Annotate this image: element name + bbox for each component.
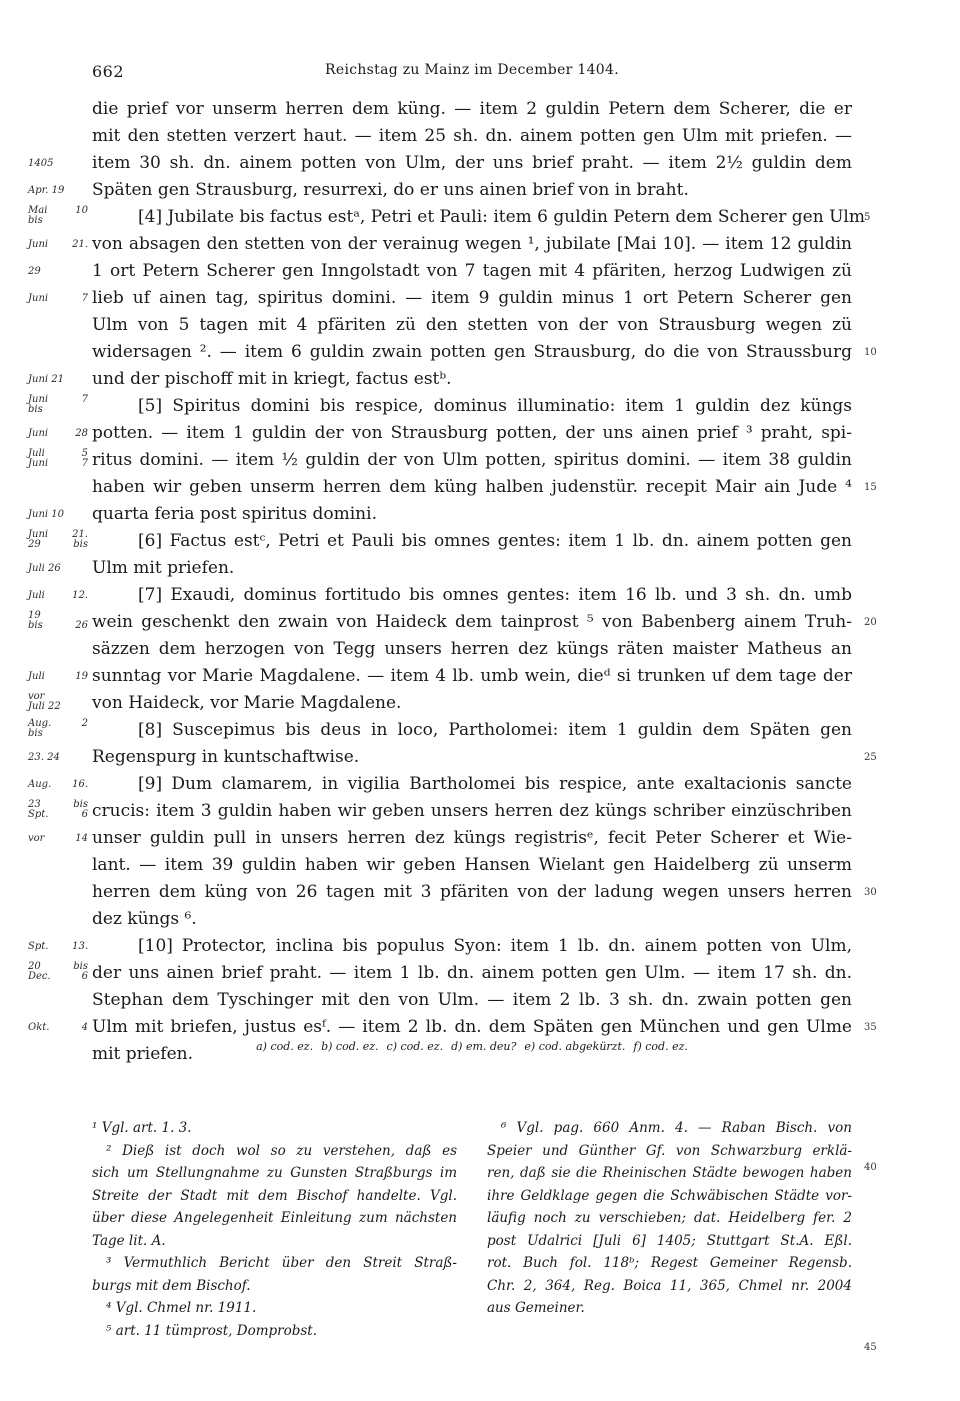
margin-date: Aug. 16.: [28, 779, 88, 790]
margin-date: Juni 10: [28, 509, 64, 520]
margin-date-note: [28, 780, 88, 790]
footnote-line: Streite der Stadt mit dem Bischof handelte. Vgl.: [92, 1187, 457, 1204]
margin-date-note: [28, 530, 88, 550]
text-line: [28, 393, 852, 420]
line-text: [7] Exaudi, dominus fortitudo bis omnes gentes: item 16 lb. und 3 sh. dn. umb: [138, 585, 852, 605]
margin-date: Okt. 4: [28, 1022, 88, 1033]
line-text: mit priefen.: [92, 1044, 194, 1064]
line-text: von absagen den stetten von der verainug wegen ¹, jubilate [Mai 10]. — item 12 guldin: [92, 234, 852, 254]
margin-date: Juni 21.: [28, 529, 88, 540]
text-line: [28, 177, 852, 204]
footnotes-right-column: [487, 1117, 852, 1320]
text-line: [28, 609, 877, 636]
apparatus-entry: f) cod. ez.: [633, 1040, 688, 1053]
apparatus-entry: d) em. deu?: [451, 1040, 517, 1053]
line-text: sunntag vor Marie Magdalene. — item 4 lb. umb wein, dieᵈ si trunken uf dem tage der: [92, 666, 852, 686]
line-text: [8] Suscepimus bis deus in loco, Partholomei: item 1 guldin dem Späten gen: [138, 720, 852, 740]
line-number: 10: [864, 347, 877, 358]
line-text: widersagen ². — item 6 guldin zwain potten gen Strausburg, do die von Straussburg: [92, 342, 852, 362]
margin-date: Juli 12.: [28, 590, 88, 601]
line-text: ritus domini. — item ½ guldin der von Ulm potten, spiritus domini. — item 38 guldin: [92, 450, 852, 470]
running-title: Reichstag zu Mainz im December 1404.: [325, 62, 619, 78]
text-line: [92, 312, 852, 339]
footnote-line: burgs mit dem Bischof.: [92, 1277, 251, 1294]
footnote-line: ⁵ art. 11 tümprost, Domprobst.: [106, 1322, 318, 1339]
line-text: Ulm von 5 tagen mit 4 pfäriten zü den stetten von der von Strausburg wegen zü: [92, 315, 852, 335]
main-text: [28, 96, 877, 1068]
line-number: 20: [864, 617, 877, 628]
text-line: [28, 555, 852, 582]
margin-date: 23 bis: [28, 799, 88, 810]
text-line: [28, 501, 852, 528]
footnote-line: ¹ Vgl. art. 1. 3.: [92, 1120, 192, 1136]
margin-date-note: [28, 611, 88, 631]
text-line: [28, 150, 852, 177]
footnote-line: Tage lit. A.: [92, 1232, 166, 1249]
margin-date-note: [28, 800, 88, 820]
footnote-line: rot. Buch fol. 118ᵇ; Regest Gemeiner Regensb.: [487, 1255, 852, 1271]
page-header: [92, 62, 852, 88]
text-line: [28, 582, 852, 609]
margin-date-note: [28, 375, 88, 385]
margin-date-note: [28, 834, 88, 844]
margin-date: bis: [28, 215, 43, 226]
apparatus-entry: c) cod. ez.: [386, 1040, 444, 1053]
margin-date-note: [28, 564, 88, 574]
margin-date: bis 26: [28, 620, 88, 631]
line-text: [4] Jubilate bis factus estᵃ, Petri et Pauli: item 6 guldin Petern dem Scherer gen Ulm: [138, 207, 865, 227]
text-line: [28, 231, 852, 258]
line-number: 25: [864, 752, 877, 763]
margin-date: bis: [28, 404, 43, 415]
footnotes-left-column: [92, 1117, 457, 1342]
text-line: [28, 744, 877, 771]
footnote-line: ⁶ Vgl. pag. 660 Anm. 4. — Raban Bisch. von: [501, 1120, 852, 1136]
line-text: lant. — item 39 guldin haben wir geben Hansen Wielant gen Haidelberg zü unserm: [92, 855, 852, 875]
text-line: [92, 123, 852, 150]
margin-date: 20 bis: [28, 961, 88, 972]
line-text: haben wir geben unserm herren dem küng halben judenstür. recepit Mair ain Jude ⁴: [92, 477, 852, 497]
line-text: quarta feria post spiritus domini.: [92, 504, 377, 524]
footnote-line: post Udalrici [Juli 6] 1405; Stuttgart St.A. Eßl.: [487, 1232, 852, 1249]
margin-date: Juni 21: [28, 374, 64, 385]
margin-date: Spt. 13.: [28, 941, 88, 952]
footnote-line: über diese Angelegenheit Einleitung zum nächsten: [92, 1210, 457, 1226]
text-line: [28, 204, 871, 231]
margin-date: Juni 7: [28, 293, 88, 304]
text-line: [28, 258, 852, 285]
text-line: [28, 717, 852, 744]
margin-date-note: [28, 962, 88, 982]
line-text: [5] Spiritus domini bis respice, dominus illuminatio: item 1 guldin dez küngs: [138, 396, 852, 416]
footnote-line: Speier und Günther Gf. von Schwarzburg erklä-: [487, 1142, 852, 1159]
line-text: unser guldin pull in unsers herren dez küngs registrisᵉ, fecit Peter Scherer et Wie-: [92, 828, 852, 848]
line-text: der uns ainen brief praht. — item 1 lb. dn. ainem potten gen Ulm. — item 17 sh. dn.: [92, 963, 852, 983]
margin-date-note: [28, 186, 88, 196]
footnote-line: Chr. 2, 364, Reg. Boica 11, 365, Chmel nr. 2004: [487, 1277, 852, 1294]
text-line: [92, 339, 877, 366]
margin-date: 19: [28, 610, 41, 621]
page-number: 662: [92, 62, 125, 81]
margin-date: Apr. 19: [28, 185, 65, 196]
line-text: wein geschenkt den zwain von Haideck dem tainprost ⁵ von Babenberg ainem Truh-: [92, 612, 852, 632]
margin-date: 1405: [28, 158, 54, 169]
margin-date: Juli 26: [28, 563, 61, 574]
footnote-line: ⁴ Vgl. Chmel nr. 1911.: [106, 1300, 257, 1316]
line-text: Ulm mit priefen.: [92, 558, 235, 578]
footnote-line: ihre Geldklage gegen die Schwäbischen Städte vor-: [487, 1187, 852, 1204]
margin-date-note: [28, 719, 88, 739]
margin-date: Juni 28: [28, 428, 88, 439]
text-line: [28, 366, 852, 393]
line-text: säzzen dem herzogen von Tegg unsers herren dez küngs räten maister Matheus an: [92, 639, 852, 659]
margin-date-note: [28, 429, 88, 439]
margin-date-note: [28, 395, 88, 415]
margin-date-note: [28, 267, 88, 277]
margin-date: Juni 7: [28, 394, 88, 405]
text-line: [92, 906, 852, 933]
line-text: die prief vor unserm herren dem küng. — item 2 guldin Petern dem Scherer, die er: [92, 99, 852, 119]
margin-date: Juli 19: [28, 671, 88, 682]
margin-date: vor 14: [28, 833, 88, 844]
text-line: [92, 879, 877, 906]
line-number: 45: [864, 1342, 877, 1353]
margin-date: 29: [28, 266, 41, 277]
text-line: [28, 960, 852, 987]
margin-date: Juni 7: [28, 458, 88, 469]
line-number: 35: [864, 1022, 877, 1033]
margin-date-note: [28, 240, 88, 250]
margin-date-note: [28, 591, 88, 601]
line-text: [10] Protector, inclina bis populus Syon: item 1 lb. dn. ainem potten von Ulm,: [138, 936, 852, 956]
line-text: dez küngs ⁶.: [92, 909, 197, 929]
line-text: item 30 sh. dn. ainem potten von Ulm, der uns brief praht. — item 2½ guldin dem: [92, 153, 852, 173]
text-line: [28, 771, 852, 798]
text-line: [28, 933, 852, 960]
line-text: und der pischoff mit in kriegt, factus estᵇ.: [92, 369, 452, 389]
margin-date-note: [28, 672, 88, 682]
margin-date-note: [28, 753, 88, 763]
margin-date-note: [28, 159, 88, 169]
text-line: [28, 285, 852, 312]
margin-date: Juli 22: [28, 701, 61, 712]
margin-date-note: [28, 206, 88, 226]
line-text: lieb uf ainen tag, spiritus domini. — item 9 guldin minus 1 ort Petern Scherer gen: [92, 288, 852, 308]
line-number: 5: [864, 212, 871, 223]
text-line: [92, 987, 852, 1014]
text-line: [28, 1014, 877, 1041]
line-text: von Haideck, vor Marie Magdalene.: [92, 693, 402, 713]
margin-date: Dec. 6: [28, 971, 88, 982]
text-line: [28, 447, 852, 474]
line-text: Ulm mit briefen, justus esᶠ. — item 2 lb. dn. dem Späten gen München und gen Ulme: [92, 1017, 852, 1037]
line-text: Stephan dem Tyschinger mit den von Ulm. — item 2 lb. 3 sh. dn. zwain potten gen: [92, 990, 852, 1010]
line-text: 1 ort Petern Scherer gen Inngolstadt von 7 tagen mit 4 pfäriten, herzog Ludwigen zü: [92, 261, 852, 281]
margin-date: Aug. 2: [28, 718, 88, 729]
line-text: Späten gen Strausburg, resurrexi, do er uns ainen brief von in braht.: [92, 180, 689, 200]
line-text: [6] Factus estᶜ, Petri et Pauli bis omnes gentes: item 1 lb. dn. ainem potten gen: [138, 531, 852, 551]
line-number: 30: [864, 887, 877, 898]
line-text: mit den stetten verzert haut. — item 25 sh. dn. ainem potten gen Ulm mit priefen. —: [92, 126, 852, 146]
critical-apparatus: [92, 1040, 852, 1053]
margin-date: bis: [28, 728, 43, 739]
margin-date: 23. 24: [28, 752, 60, 763]
line-text: [9] Dum clamarem, in vigilia Bartholomei bis respice, ante exaltacionis sancte: [138, 774, 852, 794]
margin-date: Juni 21.: [28, 239, 88, 250]
margin-date-note: [28, 294, 88, 304]
text-line: [92, 96, 852, 123]
footnote-line: aus Gemeiner.: [487, 1300, 585, 1316]
margin-date-note: [28, 510, 88, 520]
margin-date-note: [28, 449, 88, 469]
line-text: crucis: item 3 guldin haben wir geben unsers herren dez küngs schriber einzüschriben: [92, 801, 852, 821]
margin-date: 29 bis: [28, 539, 88, 550]
text-line: [92, 636, 852, 663]
text-line: [28, 825, 852, 852]
text-line: [92, 852, 852, 879]
text-line: [28, 528, 852, 555]
footnote-line: ren, daß sie die Rheinischen Städte bewogen haben: [487, 1165, 852, 1181]
margin-date-note: [28, 1023, 88, 1033]
text-line: [28, 798, 852, 825]
line-text: herren dem küng von 26 tagen mit 3 pfäriten von der ladung wegen unsers herren: [92, 882, 852, 902]
line-text: Regenspurg in kuntschaftwise.: [92, 747, 360, 767]
apparatus-entry: b) cod. ez.: [321, 1040, 379, 1053]
line-number: 15: [864, 482, 877, 493]
footnote-line: ² Dieß ist doch wol so zu verstehen, daß es: [106, 1142, 457, 1159]
footnote-line: läufig noch zu verschieben; dat. Heidelberg fer. 2: [487, 1210, 852, 1226]
text-line: [92, 474, 877, 501]
text-line: [28, 420, 852, 447]
line-text: potten. — item 1 guldin der von Strausburg potten, der uns ainen prief ³ praht, spi-: [92, 423, 852, 443]
line-number: 40: [864, 1162, 877, 1173]
margin-date: Juli 5: [28, 448, 88, 459]
text-line: [28, 663, 852, 690]
margin-date: Mai 10: [28, 205, 88, 216]
footnote-line: ³ Vermuthlich Bericht über den Streit Straß-: [106, 1255, 457, 1271]
apparatus-entry: e) cod. abgekürzt.: [524, 1040, 626, 1053]
footnote-line: sich um Stellungnahme zu Gunsten Straßburgs im: [92, 1165, 457, 1181]
margin-date: vor: [28, 691, 45, 702]
margin-date-note: [28, 692, 88, 712]
apparatus-entry: a) cod. ez.: [256, 1040, 314, 1053]
margin-date: Spt. 6: [28, 809, 88, 820]
text-line: [28, 690, 852, 717]
margin-date-note: [28, 942, 88, 952]
